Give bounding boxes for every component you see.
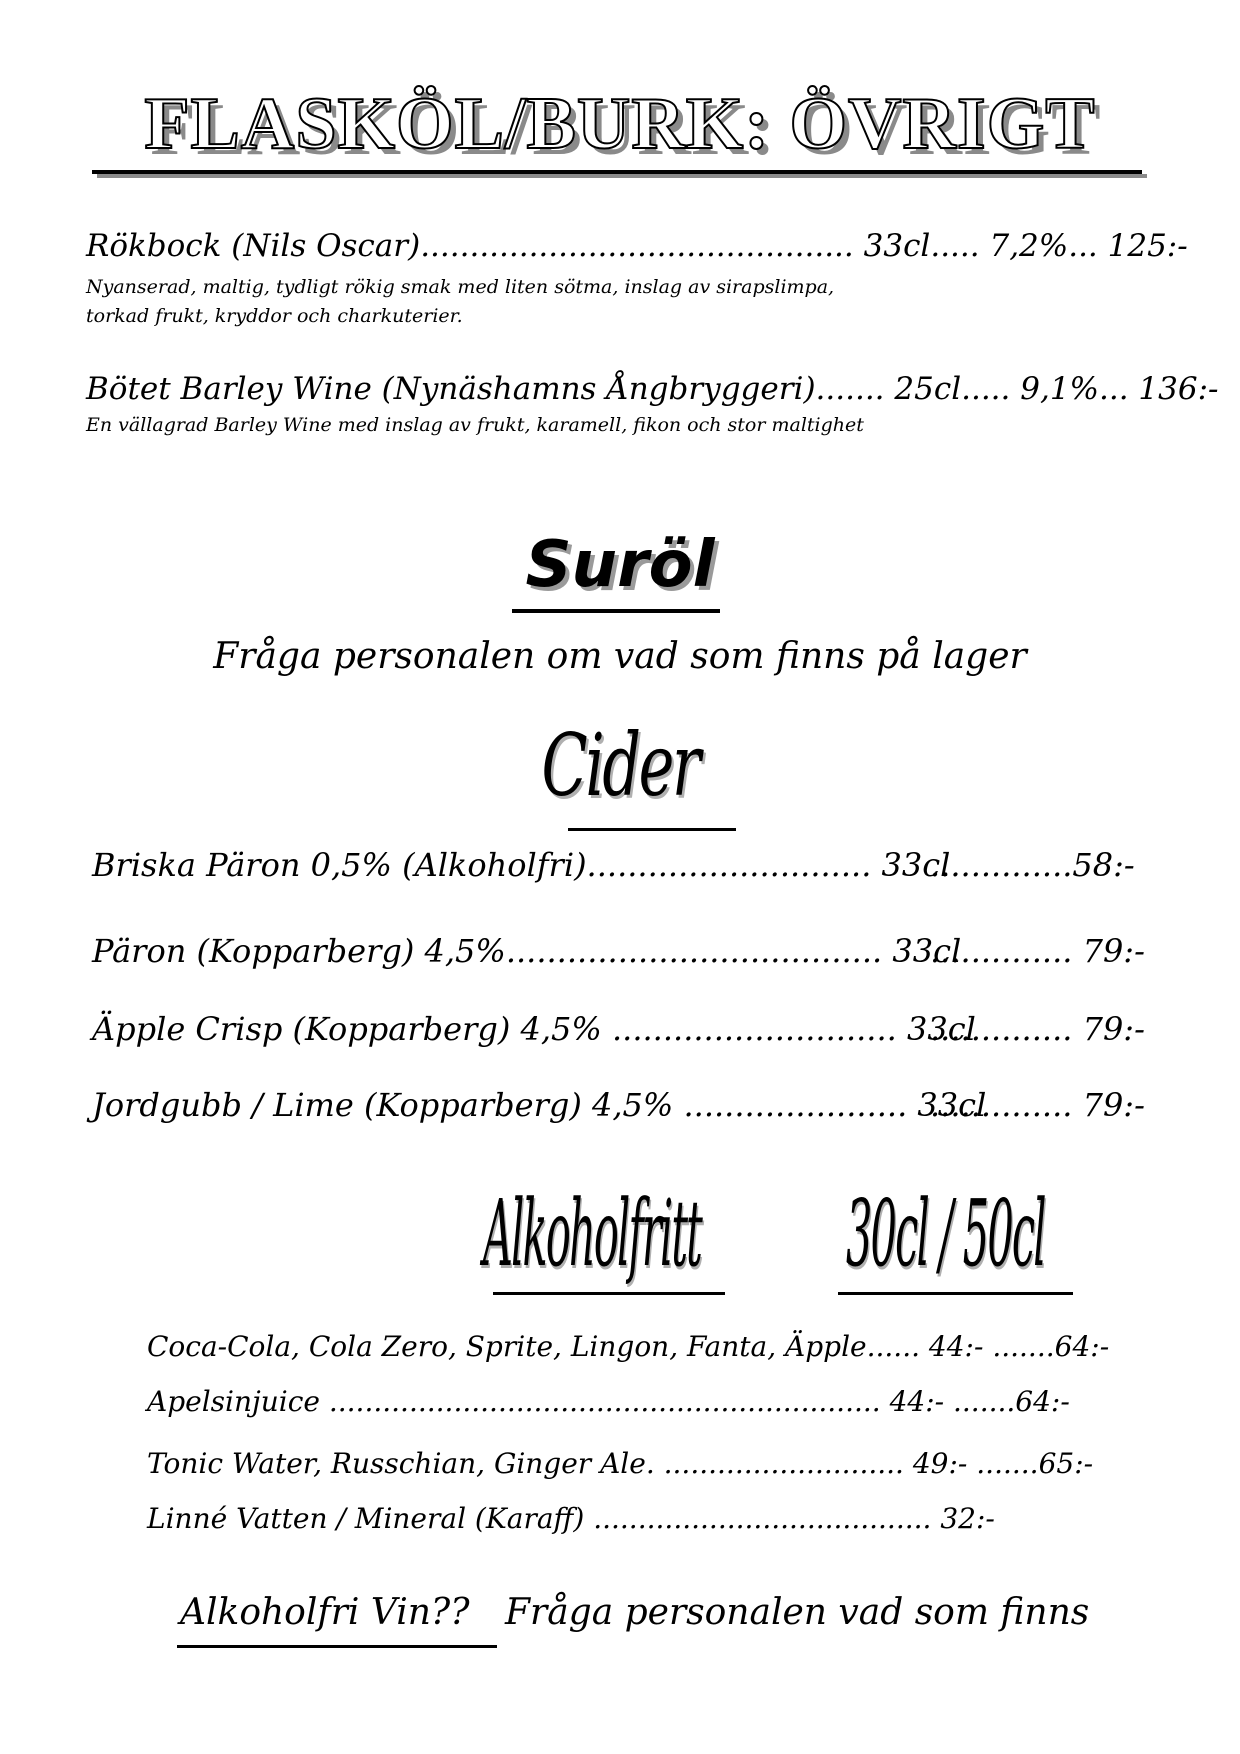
alkoholfritt-underline (493, 1292, 725, 1295)
surol-heading: Suröl (525, 528, 715, 602)
footer-underline (177, 1645, 497, 1648)
cider-underline (568, 828, 736, 831)
surol-underline (512, 609, 720, 613)
soft-drink-row: Apelsinjuice .............................................................. 44:- .......64:- (147, 1385, 1070, 1418)
soft-drink-row: Linné Vatten / Mineral (Karaff) ...................................... 32:- (147, 1502, 995, 1535)
beer-rokbock-desc-2: torkad frukt, kryddor och charkuterier. (86, 305, 463, 327)
beer-rokbock-desc-1: Nyanserad, maltig, tydligt rökig smak med liten sötma, inslag av sirapslimpa, (86, 276, 835, 298)
cider-item: Äpple Crisp (Kopparberg) 4,5% ............................ 33cl (92, 1010, 976, 1048)
cider-heading: Cider (541, 716, 699, 816)
cider-price: .............. 79:- (930, 1010, 1145, 1048)
cider-item: Päron (Kopparberg) 4,5%..................................... 33cl (92, 932, 962, 970)
surol-subtitle: Fråga personalen om vad som finns på lager (213, 636, 1027, 677)
alkoholfritt-heading: Alkoholfritt (483, 1180, 702, 1287)
beer-botet-desc: En vällagrad Barley Wine med inslag av frukt, karamell, fikon och stor maltighet (86, 414, 864, 436)
cider-price: ..............58:- (930, 846, 1135, 884)
beer-rokbock: Rökbock (Nils Oscar)............................................ 33cl..... 7,2%... 125:- (86, 228, 1188, 264)
sizes-underline (838, 1292, 1073, 1295)
footer-question: Alkoholfri Vin?? (180, 1592, 470, 1633)
page-title: FLASKÖL/BURK: ÖVRIGT (144, 83, 1096, 165)
title-underline (92, 170, 1142, 174)
cider-price: .............. 79:- (930, 1086, 1145, 1124)
cider-price: .............. 79:- (930, 932, 1145, 970)
cider-item: Briska Päron 0,5% (Alkoholfri)............................ 33cl (92, 846, 951, 884)
sizes-heading: 30cl / 50cl (846, 1180, 1045, 1287)
beer-botet: Bötet Barley Wine (Nynäshamns Ångbryggeri)....... 25cl..... 9,1%... 136:- (86, 371, 1219, 407)
cider-item: Jordgubb / Lime (Kopparberg) 4,5% ...................... 33cl (92, 1086, 987, 1124)
footer-text: Fråga personalen vad som finns (505, 1592, 1090, 1633)
soft-drink-row: Coca-Cola, Cola Zero, Sprite, Lingon, Fanta, Äpple...... 44:- .......64:- (147, 1330, 1110, 1363)
soft-drink-row: Tonic Water, Russchian, Ginger Ale. ........................... 49:- .......65:- (147, 1447, 1094, 1480)
